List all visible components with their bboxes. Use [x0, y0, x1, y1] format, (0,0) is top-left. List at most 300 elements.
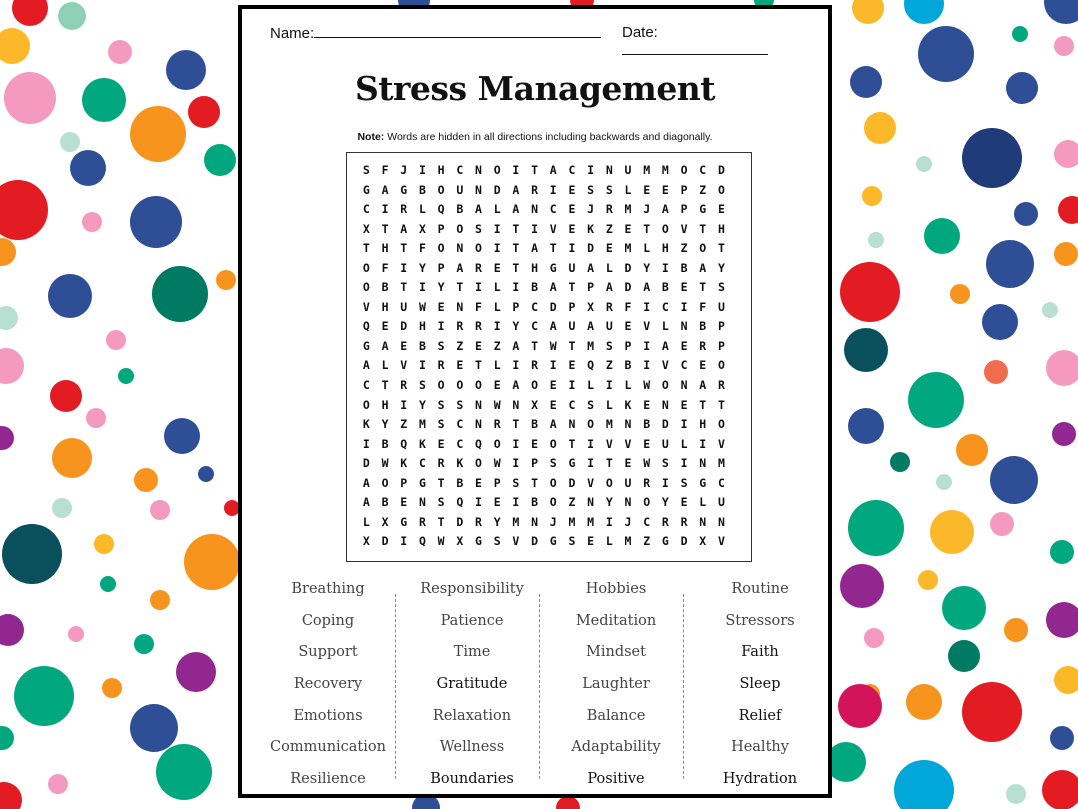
grid-letter[interactable]: G — [362, 182, 370, 197]
grid-letter[interactable]: I — [643, 299, 651, 314]
grid-letter[interactable]: A — [531, 241, 538, 256]
grid-letter[interactable]: P — [493, 475, 501, 490]
grid-letter[interactable]: I — [512, 436, 520, 451]
grid-letter[interactable]: T — [381, 378, 389, 393]
grid-letter[interactable]: O — [661, 221, 669, 236]
grid-letter[interactable]: T — [512, 241, 520, 256]
grid-letter[interactable]: O — [381, 475, 389, 490]
grid-letter[interactable]: L — [624, 378, 632, 393]
grid-letter[interactable]: Y — [717, 260, 725, 275]
grid-letter[interactable]: M — [624, 534, 632, 549]
grid-letter[interactable]: M — [624, 202, 632, 217]
grid-letter[interactable]: G — [568, 456, 576, 471]
grid-letter[interactable]: O — [475, 456, 482, 471]
grid-letter[interactable]: Z — [400, 417, 408, 432]
grid-letter[interactable]: D — [531, 534, 538, 549]
grid-letter[interactable]: K — [587, 221, 595, 236]
grid-letter[interactable]: Z — [605, 358, 613, 373]
grid-letter[interactable]: H — [381, 299, 389, 314]
grid-letter[interactable]: O — [456, 221, 464, 236]
grid-letter[interactable]: B — [381, 280, 389, 295]
grid-letter[interactable]: T — [699, 397, 707, 412]
grid-letter[interactable]: B — [381, 436, 389, 451]
grid-letter[interactable]: D — [362, 456, 370, 471]
grid-letter[interactable]: T — [381, 221, 389, 236]
grid-letter[interactable]: Q — [437, 202, 445, 217]
grid-letter[interactable]: C — [717, 475, 725, 490]
grid-letter[interactable]: C — [568, 163, 576, 177]
grid-letter[interactable]: P — [437, 221, 445, 236]
grid-letter[interactable]: O — [475, 241, 482, 256]
grid-letter[interactable]: I — [418, 280, 426, 295]
grid-letter[interactable]: O — [362, 260, 370, 275]
grid-letter[interactable]: E — [493, 260, 501, 275]
grid-letter[interactable]: E — [699, 358, 707, 373]
grid-letter[interactable]: O — [587, 417, 595, 432]
grid-letter[interactable]: E — [568, 221, 576, 236]
grid-letter[interactable]: S — [680, 475, 688, 490]
grid-letter[interactable]: I — [512, 163, 520, 177]
grid-letter[interactable]: T — [605, 456, 613, 471]
grid-letter[interactable]: I — [400, 534, 408, 549]
grid-letter[interactable]: T — [699, 280, 707, 295]
grid-letter[interactable]: A — [400, 221, 408, 236]
grid-letter[interactable]: K — [400, 456, 408, 471]
grid-letter[interactable]: L — [493, 299, 501, 314]
grid-letter[interactable]: A — [512, 378, 520, 393]
grid-letter[interactable]: N — [661, 397, 669, 412]
grid-letter[interactable]: E — [661, 182, 669, 197]
grid-letter[interactable]: I — [568, 378, 576, 393]
grid-letter[interactable]: E — [680, 338, 688, 353]
grid-letter[interactable]: E — [475, 475, 482, 490]
grid-letter[interactable]: T — [512, 417, 520, 432]
grid-letter[interactable]: N — [456, 241, 464, 256]
grid-letter[interactable]: T — [531, 338, 538, 353]
grid-letter[interactable]: P — [624, 338, 632, 353]
grid-letter[interactable]: C — [456, 163, 464, 177]
grid-letter[interactable]: N — [587, 495, 595, 510]
grid-letter[interactable]: B — [531, 280, 538, 295]
grid-letter[interactable]: O — [643, 495, 651, 510]
grid-letter[interactable]: T — [437, 514, 445, 529]
grid-letter[interactable]: T — [568, 338, 576, 353]
grid-letter[interactable]: R — [456, 319, 464, 334]
grid-letter[interactable]: A — [605, 280, 613, 295]
grid-letter[interactable]: G — [362, 338, 370, 353]
grid-letter[interactable]: T — [699, 221, 707, 236]
grid-letter[interactable]: Z — [643, 534, 651, 549]
grid-letter[interactable]: I — [437, 319, 445, 334]
grid-letter[interactable]: O — [437, 378, 445, 393]
grid-letter[interactable]: D — [661, 417, 669, 432]
grid-letter[interactable]: F — [381, 260, 389, 275]
grid-letter[interactable]: H — [381, 241, 389, 256]
grid-letter[interactable]: H — [418, 319, 426, 334]
grid-letter[interactable]: G — [418, 475, 426, 490]
grid-letter[interactable]: S — [475, 221, 482, 236]
grid-letter[interactable]: V — [400, 358, 408, 373]
grid-letter[interactable]: O — [661, 378, 669, 393]
grid-letter[interactable]: N — [512, 397, 520, 412]
grid-letter[interactable]: P — [400, 475, 408, 490]
grid-letter[interactable]: W — [381, 456, 389, 471]
grid-letter[interactable]: I — [587, 163, 595, 177]
grid-letter[interactable]: E — [493, 378, 501, 393]
grid-letter[interactable]: I — [605, 514, 613, 529]
grid-letter[interactable]: O — [437, 182, 445, 197]
grid-letter[interactable]: A — [587, 260, 595, 275]
grid-letter[interactable]: M — [512, 514, 520, 529]
grid-letter[interactable]: E — [437, 436, 445, 451]
grid-letter[interactable]: R — [717, 378, 725, 393]
grid-letter[interactable]: M — [418, 417, 426, 432]
grid-letter[interactable]: L — [493, 202, 501, 217]
grid-letter[interactable]: E — [680, 280, 688, 295]
grid-letter[interactable]: I — [568, 241, 576, 256]
grid-letter[interactable]: M — [587, 514, 595, 529]
grid-letter[interactable]: G — [400, 182, 408, 197]
grid-letter[interactable]: S — [568, 534, 576, 549]
grid-letter[interactable]: V — [605, 436, 613, 451]
grid-letter[interactable]: C — [680, 358, 688, 373]
grid-letter[interactable]: U — [717, 299, 725, 314]
grid-letter[interactable]: V — [362, 299, 370, 314]
grid-letter[interactable]: Q — [587, 358, 595, 373]
grid-letter[interactable]: E — [568, 182, 576, 197]
grid-letter[interactable]: J — [400, 163, 408, 177]
grid-letter[interactable]: V — [661, 358, 669, 373]
grid-letter[interactable]: R — [531, 358, 538, 373]
grid-letter[interactable]: I — [475, 495, 482, 510]
grid-letter[interactable]: O — [493, 163, 501, 177]
grid-letter[interactable]: D — [587, 241, 595, 256]
grid-letter[interactable]: D — [717, 163, 725, 177]
grid-letter[interactable]: S — [512, 475, 520, 490]
grid-letter[interactable]: S — [437, 338, 445, 353]
grid-letter[interactable]: U — [661, 436, 669, 451]
grid-letter[interactable]: R — [680, 514, 688, 529]
grid-letter[interactable]: N — [456, 299, 464, 314]
grid-letter[interactable]: T — [512, 221, 520, 236]
grid-letter[interactable]: C — [699, 163, 707, 177]
grid-letter[interactable]: Y — [418, 397, 426, 412]
grid-letter[interactable]: F — [381, 163, 389, 177]
grid-letter[interactable]: V — [549, 221, 557, 236]
grid-letter[interactable]: I — [680, 417, 688, 432]
grid-letter[interactable]: W — [549, 338, 557, 353]
grid-letter[interactable]: H — [661, 241, 669, 256]
grid-letter[interactable]: L — [362, 514, 370, 529]
grid-letter[interactable]: E — [493, 495, 501, 510]
grid-letter[interactable]: C — [643, 514, 651, 529]
grid-letter[interactable]: U — [717, 495, 725, 510]
grid-letter[interactable]: W — [643, 378, 651, 393]
grid-letter[interactable]: M — [717, 456, 725, 471]
grid-letter[interactable]: U — [568, 319, 576, 334]
grid-letter[interactable]: X — [362, 221, 370, 236]
grid-letter[interactable]: B — [418, 182, 426, 197]
grid-letter[interactable]: V — [587, 475, 595, 490]
grid-letter[interactable]: W — [418, 299, 426, 314]
grid-letter[interactable]: A — [362, 495, 370, 510]
grid-letter[interactable]: L — [661, 319, 669, 334]
grid-letter[interactable]: E — [605, 241, 613, 256]
grid-letter[interactable]: T — [568, 436, 576, 451]
grid-letter[interactable]: D — [381, 534, 389, 549]
grid-letter[interactable]: R — [661, 514, 669, 529]
grid-letter[interactable]: R — [475, 319, 482, 334]
grid-letter[interactable]: R — [400, 202, 408, 217]
grid-letter[interactable]: I — [605, 378, 613, 393]
grid-letter[interactable]: V — [643, 319, 651, 334]
grid-letter[interactable]: S — [418, 378, 426, 393]
grid-letter[interactable]: I — [512, 456, 520, 471]
grid-letter[interactable]: W — [493, 456, 501, 471]
grid-letter[interactable]: T — [475, 358, 482, 373]
grid-letter[interactable]: O — [531, 378, 538, 393]
grid-letter[interactable]: C — [362, 378, 370, 393]
grid-letter[interactable]: A — [661, 338, 669, 353]
grid-letter[interactable]: N — [624, 417, 632, 432]
grid-letter[interactable]: I — [512, 358, 520, 373]
grid-letter[interactable]: E — [456, 358, 464, 373]
grid-letter[interactable]: X — [362, 534, 370, 549]
grid-letter[interactable]: L — [381, 358, 389, 373]
grid-letter[interactable]: R — [531, 182, 538, 197]
grid-letter[interactable]: X — [531, 397, 538, 412]
grid-letter[interactable]: D — [549, 299, 557, 314]
grid-letter[interactable]: T — [400, 241, 408, 256]
grid-letter[interactable]: N — [568, 417, 576, 432]
grid-letter[interactable]: S — [437, 417, 445, 432]
grid-letter[interactable]: M — [605, 417, 613, 432]
grid-letter[interactable]: E — [624, 319, 632, 334]
name-field[interactable] — [270, 24, 601, 42]
grid-letter[interactable]: D — [680, 534, 688, 549]
grid-letter[interactable]: I — [661, 475, 669, 490]
grid-letter[interactable]: A — [587, 319, 595, 334]
grid-letter[interactable]: C — [549, 202, 557, 217]
grid-letter[interactable]: P — [587, 280, 595, 295]
grid-letter[interactable]: L — [493, 358, 501, 373]
grid-letter[interactable]: S — [362, 163, 370, 177]
grid-letter[interactable]: N — [531, 202, 538, 217]
grid-letter[interactable]: V — [717, 436, 725, 451]
grid-letter[interactable]: R — [493, 417, 501, 432]
grid-letter[interactable]: E — [643, 397, 651, 412]
grid-letter[interactable]: D — [568, 475, 576, 490]
grid-letter[interactable]: S — [717, 280, 725, 295]
grid-letter[interactable]: U — [568, 260, 576, 275]
grid-letter[interactable]: Y — [512, 319, 520, 334]
grid-letter[interactable]: Z — [493, 338, 501, 353]
grid-letter[interactable]: E — [400, 338, 408, 353]
grid-letter[interactable]: W — [437, 534, 445, 549]
grid-letter[interactable]: S — [549, 456, 557, 471]
grid-letter[interactable]: N — [624, 495, 632, 510]
grid-letter[interactable]: E — [568, 358, 576, 373]
grid-letter[interactable]: B — [456, 202, 464, 217]
grid-letter[interactable]: I — [699, 436, 707, 451]
grid-letter[interactable]: R — [605, 299, 613, 314]
grid-letter[interactable]: K — [418, 436, 426, 451]
grid-letter[interactable]: I — [381, 202, 389, 217]
grid-letter[interactable]: F — [475, 299, 482, 314]
grid-letter[interactable]: N — [418, 495, 426, 510]
grid-letter[interactable]: Q — [362, 319, 370, 334]
grid-letter[interactable]: K — [362, 417, 370, 432]
grid-letter[interactable]: Y — [418, 260, 426, 275]
grid-letter[interactable]: A — [643, 280, 651, 295]
grid-letter[interactable]: B — [624, 358, 632, 373]
grid-letter[interactable]: K — [456, 456, 464, 471]
grid-letter[interactable]: D — [624, 280, 632, 295]
grid-letter[interactable]: T — [717, 397, 725, 412]
grid-letter[interactable]: H — [717, 221, 725, 236]
grid-letter[interactable]: S — [587, 182, 595, 197]
grid-letter[interactable]: U — [605, 319, 613, 334]
grid-letter[interactable]: I — [549, 182, 557, 197]
grid-letter[interactable]: S — [605, 182, 613, 197]
grid-letter[interactable]: E — [587, 534, 595, 549]
grid-letter[interactable]: U — [456, 182, 464, 197]
grid-letter[interactable]: N — [531, 514, 538, 529]
grid-letter[interactable]: J — [624, 514, 632, 529]
grid-letter[interactable]: S — [437, 397, 445, 412]
grid-letter[interactable]: O — [456, 378, 464, 393]
grid-letter[interactable]: T — [549, 241, 557, 256]
grid-letter[interactable]: P — [568, 299, 576, 314]
grid-letter[interactable]: B — [661, 280, 669, 295]
grid-letter[interactable]: I — [493, 241, 501, 256]
grid-letter[interactable]: N — [699, 456, 707, 471]
grid-letter[interactable]: A — [475, 202, 482, 217]
grid-letter[interactable]: D — [400, 319, 408, 334]
grid-letter[interactable]: G — [661, 534, 669, 549]
grid-letter[interactable]: U — [400, 299, 408, 314]
grid-letter[interactable]: E — [381, 319, 389, 334]
grid-letter[interactable]: I — [418, 358, 426, 373]
grid-letter[interactable]: I — [680, 456, 688, 471]
grid-letter[interactable]: B — [418, 338, 426, 353]
grid-letter[interactable]: X — [381, 514, 389, 529]
grid-letter[interactable]: A — [512, 338, 520, 353]
grid-letter[interactable]: C — [531, 299, 538, 314]
grid-letter[interactable]: A — [381, 182, 389, 197]
grid-letter[interactable]: Z — [605, 221, 613, 236]
grid-letter[interactable]: O — [605, 475, 613, 490]
grid-letter[interactable]: D — [493, 182, 501, 197]
grid-letter[interactable]: X — [699, 534, 707, 549]
grid-letter[interactable]: I — [643, 358, 651, 373]
grid-letter[interactable]: E — [643, 436, 651, 451]
grid-letter[interactable]: F — [418, 241, 426, 256]
grid-letter[interactable]: E — [475, 338, 482, 353]
grid-letter[interactable]: B — [531, 417, 538, 432]
grid-letter[interactable]: H — [699, 417, 707, 432]
grid-letter[interactable]: L — [605, 397, 613, 412]
grid-letter[interactable]: B — [699, 319, 707, 334]
grid-letter[interactable]: A — [362, 475, 370, 490]
grid-letter[interactable]: E — [680, 495, 688, 510]
grid-letter[interactable]: R — [475, 260, 482, 275]
grid-letter[interactable]: R — [437, 358, 445, 373]
grid-letter[interactable]: B — [643, 417, 651, 432]
grid-letter[interactable]: T — [531, 475, 538, 490]
grid-letter[interactable]: I — [493, 221, 501, 236]
grid-letter[interactable]: I — [512, 280, 520, 295]
grid-letter[interactable]: I — [680, 299, 688, 314]
grid-letter[interactable]: S — [437, 495, 445, 510]
grid-letter[interactable]: F — [624, 299, 632, 314]
grid-letter[interactable]: Y — [605, 495, 613, 510]
grid-letter[interactable]: H — [437, 163, 445, 177]
grid-letter[interactable]: I — [512, 495, 520, 510]
grid-letter[interactable]: O — [362, 280, 370, 295]
grid-letter[interactable]: L — [680, 436, 688, 451]
grid-letter[interactable]: L — [643, 241, 651, 256]
grid-letter[interactable]: A — [699, 260, 707, 275]
grid-letter[interactable]: S — [587, 397, 595, 412]
grid-letter[interactable]: D — [456, 514, 464, 529]
grid-letter[interactable]: G — [549, 260, 557, 275]
grid-letter[interactable]: B — [531, 495, 538, 510]
grid-letter[interactable]: S — [661, 456, 669, 471]
grid-letter[interactable]: U — [624, 475, 632, 490]
grid-letter[interactable]: X — [587, 299, 595, 314]
grid-letter[interactable]: R — [475, 514, 482, 529]
grid-letter[interactable]: O — [717, 182, 725, 197]
grid-letter[interactable]: G — [400, 514, 408, 529]
grid-letter[interactable]: A — [381, 338, 389, 353]
grid-letter[interactable]: E — [643, 182, 651, 197]
grid-letter[interactable]: L — [493, 280, 501, 295]
grid-letter[interactable]: T — [400, 280, 408, 295]
grid-letter[interactable]: O — [717, 417, 725, 432]
grid-letter[interactable]: I — [661, 260, 669, 275]
grid-letter[interactable]: P — [531, 456, 538, 471]
grid-letter[interactable]: A — [512, 182, 520, 197]
grid-letter[interactable]: C — [568, 397, 576, 412]
grid-letter[interactable]: Z — [568, 495, 576, 510]
grid-letter[interactable]: A — [699, 378, 707, 393]
grid-letter[interactable]: E — [624, 456, 632, 471]
grid-letter[interactable]: A — [661, 202, 669, 217]
grid-letter[interactable]: X — [418, 221, 426, 236]
grid-letter[interactable]: G — [475, 534, 482, 549]
grid-letter[interactable]: V — [717, 534, 725, 549]
grid-letter[interactable]: O — [549, 475, 557, 490]
grid-letter[interactable]: I — [400, 397, 408, 412]
grid-letter[interactable]: T — [437, 475, 445, 490]
grid-letter[interactable]: I — [400, 260, 408, 275]
grid-letter[interactable]: M — [661, 163, 669, 177]
grid-letter[interactable]: L — [699, 495, 707, 510]
grid-letter[interactable]: T — [456, 280, 464, 295]
grid-letter[interactable]: I — [362, 436, 370, 451]
grid-letter[interactable]: P — [512, 299, 520, 314]
grid-letter[interactable]: N — [680, 378, 688, 393]
grid-letter[interactable]: G — [549, 534, 557, 549]
grid-letter[interactable]: Y — [437, 280, 445, 295]
grid-letter[interactable]: Y — [381, 417, 389, 432]
grid-letter[interactable]: R — [437, 456, 445, 471]
grid-letter[interactable]: C — [661, 299, 669, 314]
grid-letter[interactable]: B — [381, 495, 389, 510]
grid-letter[interactable]: Z — [680, 241, 688, 256]
grid-letter[interactable]: O — [549, 495, 557, 510]
